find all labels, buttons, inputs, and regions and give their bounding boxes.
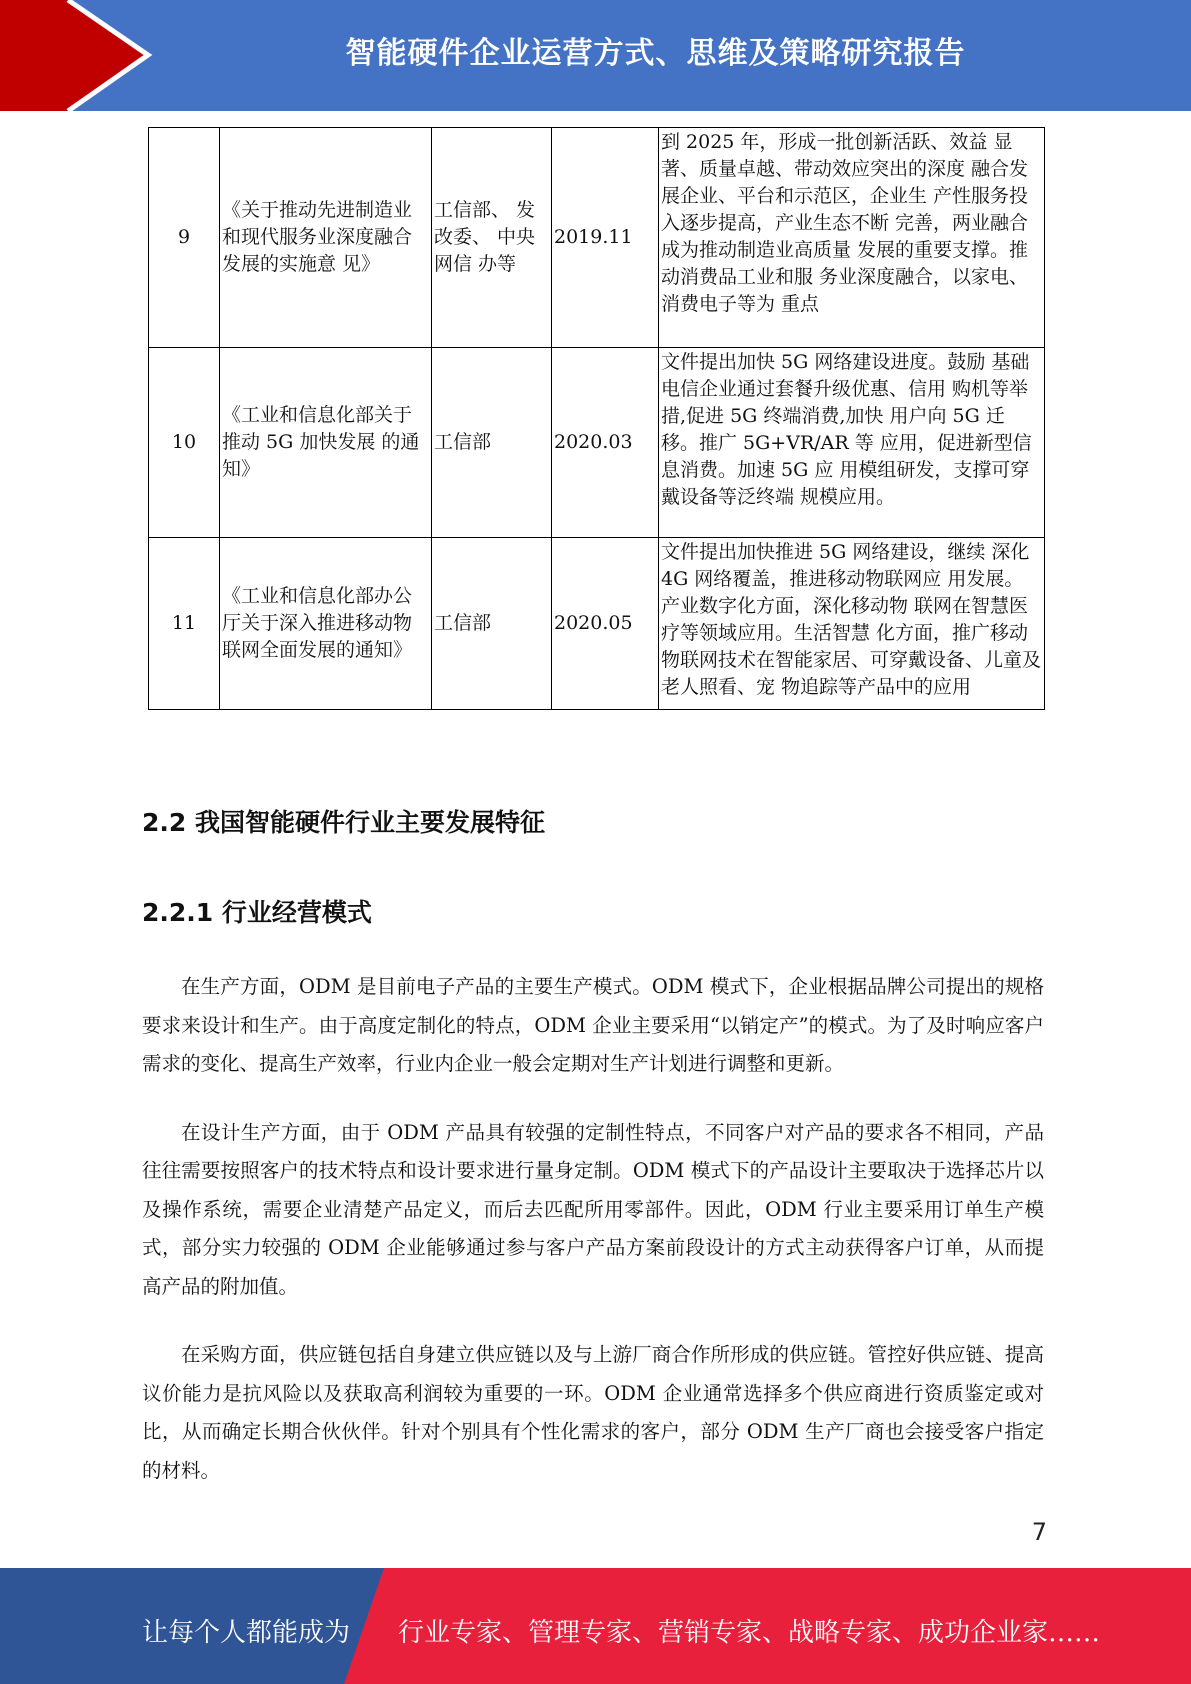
policy-description: 文件提出加快 5G 网络建设进度。鼓励 基础电信企业通过套餐升级优惠、信用 购机等举措,促进 5G 终端消费,加快 用户向 5G 迁移。推广 5G+VR/AR 等 应用，促进新型信息消费。加速 5G 应 用模组研发，支撑可穿戴设备等泛终端 规模应用。 [659, 348, 1045, 538]
body-text [142, 968, 1044, 1520]
row-number: 10 [149, 348, 220, 538]
policy-name: 《工业和信息化部办公厅关于深入推进移动物联网全面发展的通知》 [220, 538, 432, 710]
paragraph: 在设计生产方面，由于 ODM 产品具有较强的定制性特点，不同客户对产品的要求各不相同，产品往往需要按照客户的技术特点和设计要求进行量身定制。ODM 模式下的产品设计主要取决于选择芯片以及操作系统，需要企业清楚产品定义，而后去匹配所用零部件。因此，ODM 行业主要采用订单生产模式，部分实力较强的 ODM 企业能够通过参与客户产品方案前段设计的方式主动获得客户订单，从而提高产品的附加值。 [142, 1120, 1044, 1298]
issue-date: 2020.03 [552, 348, 659, 538]
header-chevron-icon [0, 0, 160, 111]
issuing-body: 工信部 [432, 348, 552, 538]
policy-description [659, 538, 1045, 710]
report-title: 智能硬件企业运营方式、思维及策略研究报告 [345, 36, 966, 71]
issuing-body: 工信部、 发改委、 中央网信 办等 [432, 128, 552, 348]
section-heading: 2.2 我国智能硬件行业主要发展特征 [142, 808, 545, 837]
issue-date: 2019.11 [552, 128, 659, 348]
policy-description-text: 文件提出加快推进 5G 网络建设，继续 深化 4G 网络覆盖，推进移动物联网应 用发展。产业数字化方面，深化移动物 联网在智慧医疗等领域应用。生活智慧 化方面，推广移动物联网技术在智能家居、可穿戴设备、儿童及老人照看、宠 物追踪等产品中的应用 [661, 541, 1042, 698]
row-number: 11 [149, 538, 220, 710]
policy-table [148, 127, 1045, 710]
paragraph: 在生产方面，ODM 是目前电子产品的主要生产模式。ODM 模式下，企业根据品牌公司提出的规格要求来设计和生产。由于高度定制化的特点，ODM 企业主要采用“以销定产”的模式。为了及时响应客户需求的变化、提高生产效率，行业内企业一般会定期对生产计划进行调整和更新。 [142, 975, 1044, 1075]
issue-date: 2020.05 [552, 538, 659, 710]
table-row [149, 538, 1045, 710]
page-footer [0, 1568, 1191, 1684]
page-header [0, 0, 1191, 111]
policy-name: 《工业和信息化部关于推动 5G 加快发展 的通知》 [220, 348, 432, 538]
table-row [149, 128, 1045, 348]
subsection-heading: 2.2.1 行业经营模式 [142, 898, 372, 927]
page-number: 7 [1031, 1518, 1047, 1546]
footer-slogan-right: 行业专家、管理专家、营销专家、战略专家、成功企业家…… [398, 1618, 1101, 1648]
policy-description: 到 2025 年，形成一批创新活跃、效益 显著、质量卓越、带动效应突出的深度 融合发展企业、平台和示范区，企业生 产性服务投入逐步提高，产业生态不断 完善，两业融合成为推动制造业高质量 发展的重要支撑。推动消费品工业和服 务业深度融合，以家电、消费电子等为 重点 [659, 128, 1045, 348]
table-row [149, 348, 1045, 538]
issuing-body: 工信部 [432, 538, 552, 710]
policy-name: 《关于推动先进制造业和现代服务业深度融合发展的实施意 见》 [220, 128, 432, 348]
footer-slogan-left: 让每个人都能成为 [142, 1618, 351, 1648]
row-number: 9 [149, 128, 220, 348]
paragraph: 在采购方面，供应链包括自身建立供应链以及与上游厂商合作所形成的供应链。管控好供应链、提高议价能力是抗风险以及获取高利润较为重要的一环。ODM 企业通常选择多个供应商进行资质鉴定或对比，从而确定长期合伙伙伴。针对个别具有个性化需求的客户，部分 ODM 生产厂商也会接受客户指定的材料。 [142, 1343, 1044, 1482]
